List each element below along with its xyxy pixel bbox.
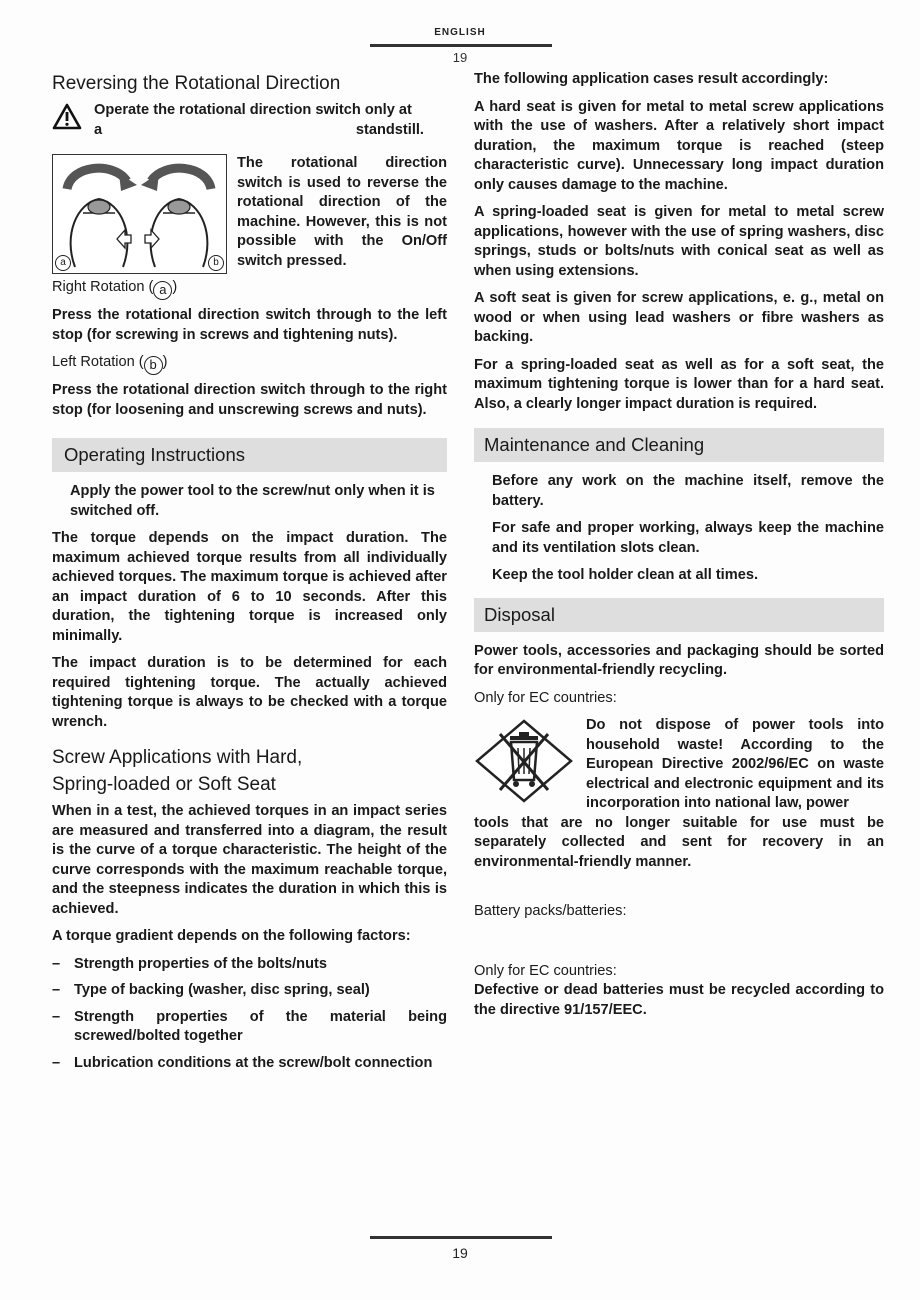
operating-instructions-heading: Operating Instructions xyxy=(52,438,447,472)
standstill-warning xyxy=(52,101,447,140)
warning-text: Operate the rotational direction switch only at a standstill. xyxy=(94,102,424,138)
rotation-symbol-b: b xyxy=(144,356,163,375)
maintenance-paragraph-1: Before any work on the machine itself, remove the battery. xyxy=(492,473,884,509)
list-item-text: Strength properties of the material being screwed/bolted together xyxy=(74,1008,447,1044)
header-page-number: 19 xyxy=(452,50,468,65)
figure-label-b: b xyxy=(208,255,224,271)
weee-notice xyxy=(474,716,884,814)
figure-label-a: a xyxy=(55,255,71,271)
header-rule xyxy=(370,44,552,47)
applications-intro: The following application cases result accordingly: xyxy=(474,71,829,87)
maintenance-heading: Maintenance and Cleaning xyxy=(474,428,884,462)
battery-recycling-text: Defective or dead batteries must be recycled according to the directive 91/157/EEC. xyxy=(474,982,884,1018)
disposal-paragraph: Power tools, accessories and packaging should be sorted for environmental-friendly recycling. xyxy=(474,642,884,678)
spring-seat-text: A spring-loaded seat is given for metal to metal screw applications, however with the use of spring washers, disc springs, studs or bolts/nuts with conical seat as well as when using extensions. xyxy=(474,204,884,279)
operating-paragraph-2: The impact duration is to be determined for each required tightening torque. The actually achieved tightening torque is always to be checked with a torque wrench. xyxy=(52,655,447,730)
right-rotation-text: Press the rotational direction switch through to the left stop (for screwing in screws and tightening nuts). xyxy=(52,307,447,343)
rotation-figure-row xyxy=(52,154,447,274)
battery-heading: Battery packs/batteries: xyxy=(474,903,627,919)
warning-triangle-icon xyxy=(52,103,82,130)
left-rotation-label: Left Rotation ( xyxy=(52,354,144,370)
operating-paragraph-1: The torque depends on the impact duration. The maximum achieved torque results from all individually achieved torques. The maximum torque is achieved after an impact duration of 6 to 10 seconds. After this duration, the tightening torque is increased only minimally. xyxy=(52,530,447,644)
right-rotation-close: ) xyxy=(172,279,178,295)
disposal-heading: Disposal xyxy=(474,598,884,632)
list-item-text: Type of backing (washer, disc spring, seal) xyxy=(74,982,370,998)
maintenance-paragraph-2: For safe and proper working, always keep the machine and its ventilation slots clean. xyxy=(492,520,884,556)
reversing-title: Reversing the Rotational Direction xyxy=(52,73,341,94)
screw-paragraph-2: A torque gradient depends on the following factors: xyxy=(52,928,411,944)
list-dash: – xyxy=(52,1008,61,1025)
list-item xyxy=(52,981,447,1001)
list-dash: – xyxy=(52,982,61,998)
operating-note: Apply the power tool to the screw/nut only when it is switched off. xyxy=(70,483,435,519)
ec-countries-battery-label: Only for EC countries: xyxy=(474,962,617,979)
ec-countries-label: Only for EC countries: xyxy=(474,689,617,706)
screw-paragraph-1: When in a test, the achieved torques in an impact series are measured and transferred into a diagram, the result is the curve of a torque characteristic. The height of the curve corresponds with the maximum reachable torque, and the steepness indicates the duration in which this is achieved. xyxy=(52,803,447,917)
list-item xyxy=(52,1008,447,1047)
list-item-text: Strength properties of the bolts/nuts xyxy=(74,955,327,972)
right-rotation-heading xyxy=(52,278,447,300)
seat-comparison-text: For a spring-loaded seat as well as for a soft seat, the maximum tightening torque is lower than for a hard seat. Also, a clearly longer impact duration is required. xyxy=(474,356,884,412)
rotation-figure xyxy=(52,154,227,274)
list-item-text: Lubrication conditions at the screw/bolt connection xyxy=(74,1054,433,1071)
screw-applications-title-2: Spring-loaded or Soft Seat xyxy=(52,774,276,795)
rotation-symbol-a: a xyxy=(153,281,172,300)
left-column xyxy=(52,70,447,1081)
crossed-out-bin-icon xyxy=(474,718,574,804)
maintenance-paragraph-3: Keep the tool holder clean at all times. xyxy=(492,567,758,583)
list-dash: – xyxy=(52,955,61,972)
figure-description: The rotational direction switch is used to reverse the rotational direction of the machine. However, this is not possible with the On/Off switch pressed. xyxy=(237,155,447,269)
list-item xyxy=(52,1054,447,1074)
left-rotation-text: Press the rotational direction switch through to the right stop (for loosening and unscrewing screws and nuts). xyxy=(52,382,447,418)
header-language: ENGLISH xyxy=(434,27,486,38)
right-column xyxy=(474,70,884,1028)
list-dash: – xyxy=(52,1054,61,1071)
weee-text: Do not dispose of power tools into household waste! According to the European Directive 2002/96/EC on waste electrical and electronic equipment and its incorporation into national law, power xyxy=(586,717,884,811)
screw-applications-title-1: Screw Applications with Hard, xyxy=(52,747,303,768)
torque-factor-list xyxy=(52,955,447,1074)
weee-continuation: tools that are no longer suitable for use must be separately collected and sent for recovery in an environmental-friendly manner. xyxy=(474,814,884,870)
hard-seat-text: A hard seat is given for metal to metal screw applications with the use of washers. After a relatively short impact duration, the maximum torque is reached (steep characteristic curve). Unnecessary long impact duration only causes damage to the machine. xyxy=(474,98,884,193)
footer-page-number: 19 xyxy=(452,1245,468,1261)
list-item xyxy=(52,955,447,975)
right-rotation-label: Right Rotation ( xyxy=(52,279,154,295)
footer-rule xyxy=(370,1236,552,1239)
left-rotation-heading xyxy=(52,353,447,375)
soft-seat-text: A soft seat is given for screw applications, e. g., metal on wood or when using lead washers or fibre washers as backing. xyxy=(474,290,884,345)
left-rotation-close: ) xyxy=(162,354,168,370)
rotation-switch-illustration xyxy=(53,155,226,273)
